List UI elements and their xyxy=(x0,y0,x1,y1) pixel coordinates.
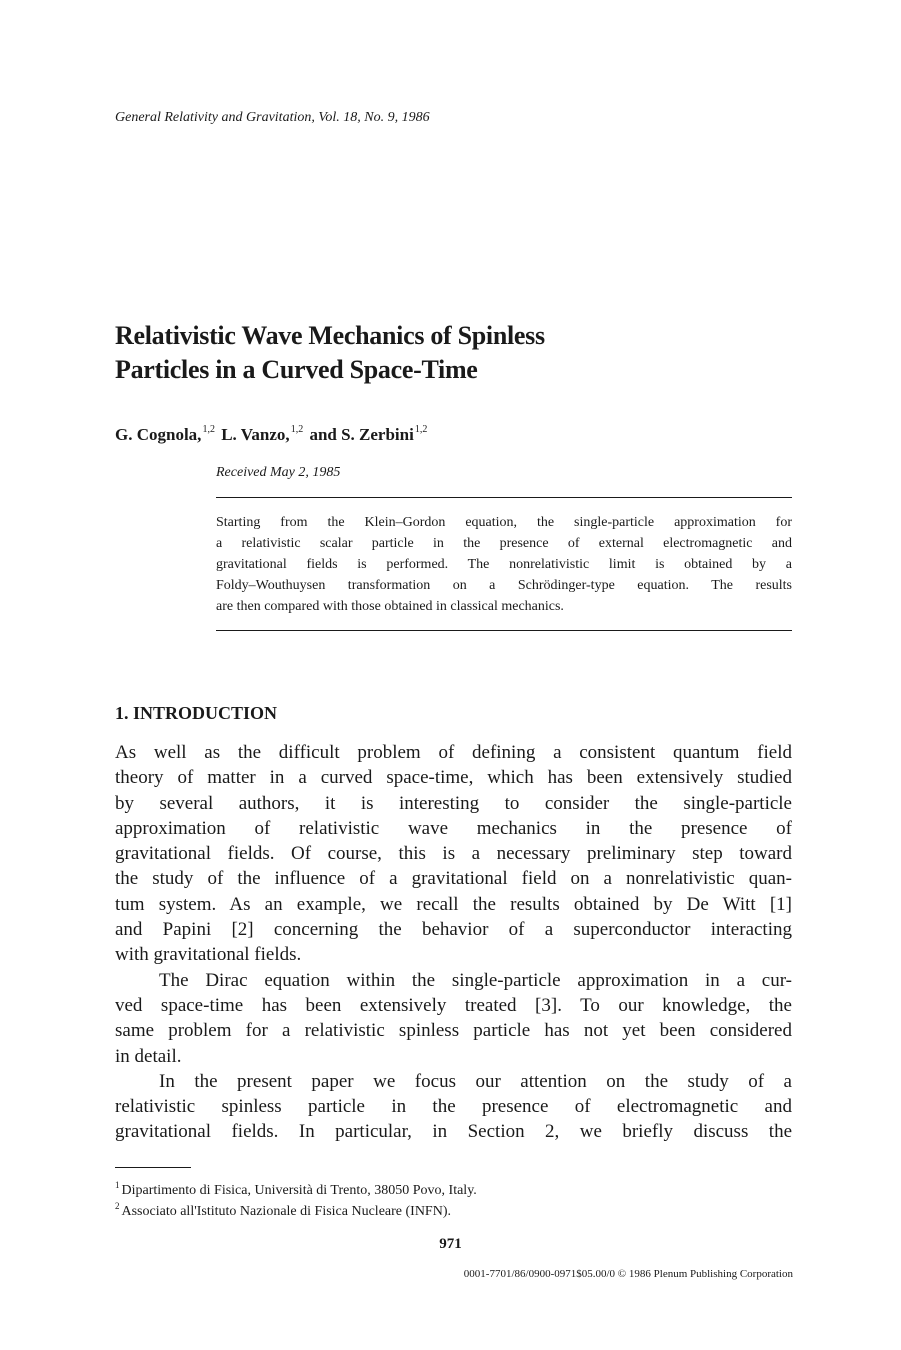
body-line: in detail. xyxy=(115,1045,182,1067)
body-line: ved space-time has been extensively treated [3]. To our knowledge, the xyxy=(115,994,792,1016)
author-affiliation-mark: 1,2 xyxy=(290,424,304,435)
received-date: Received May 2, 1985 xyxy=(216,465,341,480)
copyright-line: 0001-7701/86/0900-0971$05.00/0 © 1986 Plenum Publishing Corporation xyxy=(463,1268,793,1280)
author-affiliation-mark: 1,2 xyxy=(414,424,428,435)
footnote-rule xyxy=(115,1167,191,1168)
footnote xyxy=(115,1201,451,1220)
body-line: The Dirac equation within the single-particle approximation in a cur- xyxy=(159,969,792,991)
footnote-mark: 2 xyxy=(115,1201,120,1211)
section-heading: 1. INTRODUCTION xyxy=(115,703,278,723)
author-name: and S. Zerbini xyxy=(309,425,414,444)
abstract-line: Starting from the Klein–Gordon equation, the single-particle approximation for xyxy=(216,515,792,530)
body-line: theory of matter in a curved space-time, which has been extensively studied xyxy=(115,767,792,789)
author-name: G. Cognola, xyxy=(115,425,202,444)
footnote-text: Dipartimento di Fisica, Università di Trento, 38050 Povo, Italy. xyxy=(121,1183,477,1198)
body-line: with gravitational fields. xyxy=(115,944,302,966)
body-line: gravitational fields. Of course, this is a necessary preliminary step toward xyxy=(115,843,792,865)
body-line: gravitational fields. In particular, in Section 2, we briefly discuss the xyxy=(115,1121,792,1143)
abstract-line: Foldy–Wouthuysen transformation on a Schrödinger-type equation. The results xyxy=(216,578,792,593)
abstract xyxy=(216,512,792,617)
body-line: by several authors, it is interesting to consider the single-particle xyxy=(115,792,792,814)
abstract-line: a relativistic scalar particle in the presence of external electromagnetic and xyxy=(216,536,792,551)
title-line: Relativistic Wave Mechanics of Spinless xyxy=(115,321,545,350)
title-line: Particles in a Curved Space-Time xyxy=(115,355,478,384)
body-line: same problem for a relativistic spinless particle has not yet been considered xyxy=(115,1020,792,1042)
body-line: the study of the influence of a gravitational field on a nonrelativistic quan- xyxy=(115,868,792,890)
body-line: relativistic spinless particle in the presence of electromagnetic and xyxy=(115,1096,792,1118)
body-line: As well as the difficult problem of defining a consistent quantum field xyxy=(115,742,792,763)
body-line: tum system. As an example, we recall the results obtained by De Witt [1] xyxy=(115,893,792,915)
body-line: and Papini [2] concerning the behavior of a superconductor interacting xyxy=(115,919,792,941)
paper-title xyxy=(115,319,755,387)
body-line: In the present paper we focus our attention on the study of a xyxy=(159,1070,792,1092)
author-name: L. Vanzo, xyxy=(221,425,290,444)
abstract-bottom-rule xyxy=(216,630,792,631)
author-affiliation-mark: 1,2 xyxy=(202,424,215,435)
body-text xyxy=(115,740,792,1145)
body-line: approximation of relativistic wave mechanics in the presence of xyxy=(115,817,792,839)
footnote-text: Associato all'Istituto Nazionale di Fisica Nucleare (INFN). xyxy=(121,1204,451,1219)
abstract-line: gravitational fields is performed. The nonrelativistic limit is obtained by a xyxy=(216,557,792,572)
page-number: 971 xyxy=(439,1236,462,1252)
abstract-top-rule xyxy=(216,497,792,498)
footnote-mark: 1 xyxy=(115,1180,120,1190)
abstract-line: are then compared with those obtained in classical mechanics. xyxy=(216,599,564,614)
journal-citation: General Relativity and Gravitation, Vol. 18, No. 9, 1986 xyxy=(115,110,430,125)
footnote xyxy=(115,1180,477,1199)
author-list xyxy=(115,424,429,445)
